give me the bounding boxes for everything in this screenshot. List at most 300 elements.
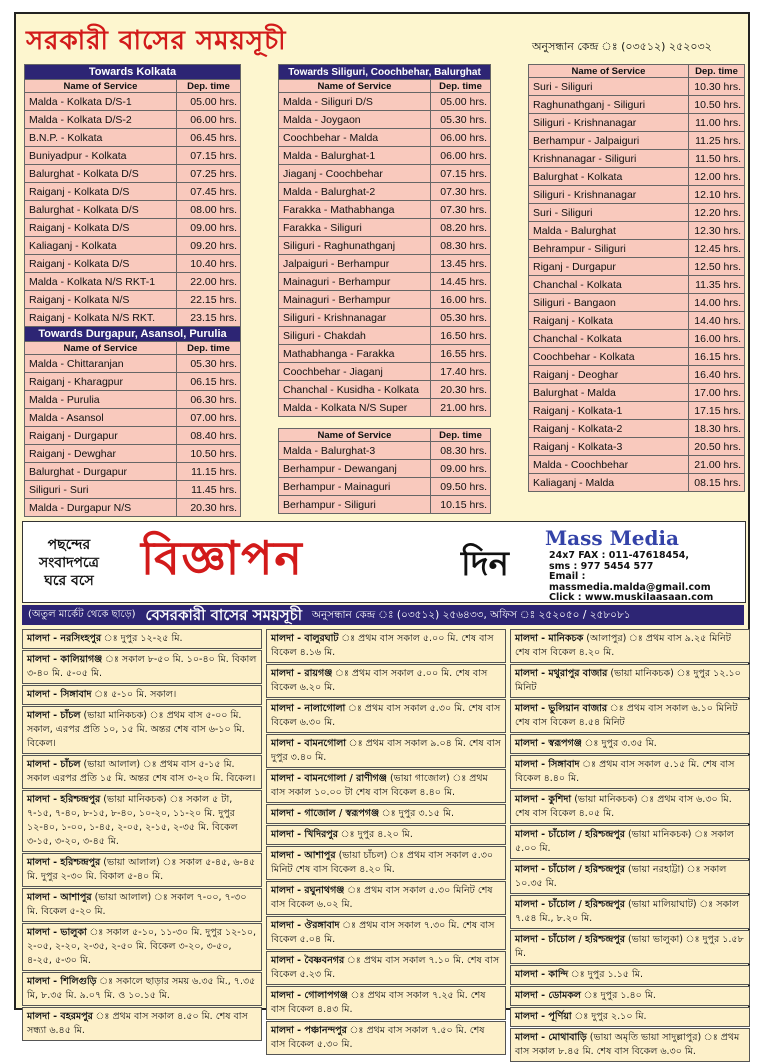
- service-name: Balurghat - Kolkata: [529, 168, 689, 186]
- departure-time: 21.00 hrs.: [431, 399, 491, 417]
- table-row: [529, 258, 745, 276]
- route-name: মালদা - হরিশ্চন্দ্রপুর: [27, 857, 101, 868]
- service-name: Behrampur - Siliguri: [529, 240, 689, 258]
- service-name: B.N.P. - Kolkata: [25, 129, 177, 147]
- departure-time: 16.00 hrs.: [689, 330, 745, 348]
- service-name: Mainaguri - Berhampur: [279, 291, 431, 309]
- service-name: Malda - Balurghat-3: [279, 442, 431, 460]
- table-row: [529, 150, 745, 168]
- route-entry: [266, 825, 506, 845]
- departure-time: 08.15 hrs.: [689, 474, 745, 492]
- route-name: মালদা - চাঁচল: [27, 759, 81, 770]
- route-name: মালদা - চাঁচোল / হরিশ্চন্দ্রপুর: [515, 864, 625, 875]
- departure-time: 11.35 hrs.: [689, 276, 745, 294]
- route-entry: [510, 1028, 750, 1062]
- table-row: [529, 438, 745, 456]
- route-name: মালদা - চাঁচোল / হরিশ্চন্দ্রপুর: [515, 829, 625, 840]
- column-header-time: Dep. time: [431, 429, 491, 442]
- service-name: Raiganj - Kolkata N/S: [25, 291, 177, 309]
- departure-time: 12.10 hrs.: [689, 186, 745, 204]
- route-schedule: (ভায়া আলাল) ঃ প্রথম বাস ৫-১৫ মি. সকাল এরপর প্রতি ১৫ মি. অন্তর শেষ বাস ৩-২০ মি. বিকেল।: [27, 759, 256, 784]
- service-name: Mathabhanga - Farakka: [279, 345, 431, 363]
- route-schedule: ঃ দুপুর ১.১৫ মি.: [584, 969, 644, 980]
- departure-time: 10.50 hrs.: [689, 96, 745, 114]
- service-name: Malda - Kolkata D/S-2: [25, 111, 177, 129]
- table-towards-durgapur: [24, 326, 241, 517]
- route-entry: [510, 986, 750, 1006]
- departure-time: 17.00 hrs.: [689, 384, 745, 402]
- table-row: [529, 204, 745, 222]
- service-name: Raiganj - Kolkata N/S RKT.: [25, 309, 177, 327]
- table-row: [25, 255, 241, 273]
- route-schedule: (ভায়া মানিকচক) ঃ প্রথম বাস ৫-০০ মি. সকাল, এরপর প্রতি ১০, ১৫ মি. অন্তর শেষ বাস ৬-১০ মি. বিকেল।: [27, 710, 245, 749]
- departure-time: 06.15 hrs.: [177, 373, 241, 391]
- service-name: Malda - Balurghat: [529, 222, 689, 240]
- route-schedule: ঃ প্রথম বাস সকাল ৭.৫০ মি. শেষ বাস বিকেল ৫.৩০ মি.: [271, 1025, 485, 1050]
- route-name: মালদা - পূর্ণিয়া: [515, 1011, 572, 1022]
- departure-time: 16.55 hrs.: [431, 345, 491, 363]
- route-entry: [510, 790, 750, 824]
- departure-time: 05.30 hrs.: [431, 309, 491, 327]
- table-row: [279, 183, 491, 201]
- service-name: Malda - Purulia: [25, 391, 177, 409]
- departure-time: 07.30 hrs.: [431, 201, 491, 219]
- table-row: [25, 219, 241, 237]
- ad-tagline-line: পছন্দের: [47, 537, 91, 553]
- mass-media-logo: Mass Media: [545, 526, 679, 550]
- route-schedule: ঃ দুপুর ২.১০ মি.: [588, 1011, 647, 1022]
- route-name: মালদা - বালুরঘাট: [271, 633, 339, 644]
- table-row: [529, 456, 745, 474]
- table-row: [529, 474, 745, 492]
- departure-time: 06.30 hrs.: [177, 391, 241, 409]
- table-row: [279, 111, 491, 129]
- departure-time: 05.00 hrs.: [431, 93, 491, 111]
- ad-tagline: [39, 536, 99, 590]
- table-row: [25, 309, 241, 327]
- table-row: [529, 312, 745, 330]
- route-name: মালদা - রঘুনাথগঞ্জ: [271, 885, 345, 896]
- route-entry: [510, 629, 750, 663]
- table-row: [279, 255, 491, 273]
- route-schedule: (ভায়া গাজোল) ঃ প্রথম বাস সকাল ১০.০০ টা শেষ বাস বিকেল ৪.৪০ মি.: [271, 773, 488, 798]
- table-row: [279, 327, 491, 345]
- departure-time: 14.00 hrs.: [689, 294, 745, 312]
- service-name: Berhampur - Jalpaiguri: [529, 132, 689, 150]
- departure-time: 08.30 hrs.: [431, 442, 491, 460]
- table-row: [25, 409, 241, 427]
- private-column-1: [22, 629, 262, 1042]
- route-entry: [510, 664, 750, 698]
- table-row: [279, 363, 491, 381]
- departure-time: 20.30 hrs.: [431, 381, 491, 399]
- route-entry: [22, 685, 262, 705]
- service-name: Berhampur - Mainaguri: [279, 478, 431, 496]
- route-name: মালদা - ডোমকল: [515, 990, 582, 1001]
- departure-time: 07.30 hrs.: [431, 183, 491, 201]
- route-name: মালদা - ভুলিয়ান বাজার: [515, 703, 608, 714]
- private-column-2: [266, 629, 506, 1056]
- route-name: মালদা - চাঁচোল / হরিশ্চন্দ্রপুর: [515, 934, 625, 945]
- table-row: [529, 78, 745, 96]
- table-row: [25, 201, 241, 219]
- route-entry: [266, 986, 506, 1020]
- service-name: Farakka - Siliguri: [279, 219, 431, 237]
- column-header-service: Name of Service: [279, 80, 431, 93]
- private-note: (অতুল মার্কেট থেকে ছাড়ে): [28, 609, 136, 620]
- departure-time: 08.30 hrs.: [431, 237, 491, 255]
- route-schedule: ঃ প্রথম বাস সকাল ৫.৩০ মি. শেষ বাস বিকেল ৬.৩০ মি.: [271, 703, 501, 728]
- departure-time: 09.20 hrs.: [177, 237, 241, 255]
- service-name: Malda - Balurghat-1: [279, 147, 431, 165]
- table-row: [25, 481, 241, 499]
- service-name: Malda - Asansol: [25, 409, 177, 427]
- route-schedule: ঃ প্রথম বাস সকাল ৭.২৫ মি. শেষ বাস বিকেল ৪.৪৩ মি.: [271, 990, 486, 1015]
- route-name: মালদা - আশাপুর: [271, 850, 336, 861]
- table-row: [25, 237, 241, 255]
- service-name: Chanchal - Kolkata: [529, 330, 689, 348]
- departure-time: 08.20 hrs.: [431, 219, 491, 237]
- service-name: Siliguri - Krishnanagar: [529, 186, 689, 204]
- route-schedule: (আলাপুর) ঃ প্রথম বাস ৯.২৫ মিনিট শেষ বাস বিকেল ৪.২০ মি.: [515, 633, 731, 658]
- departure-time: 05.30 hrs.: [177, 355, 241, 373]
- departure-time: 22.15 hrs.: [177, 291, 241, 309]
- table-row: [25, 147, 241, 165]
- route-name: মালদা - হরিশ্চন্দ্রপুর: [27, 794, 101, 805]
- departure-time: 12.00 hrs.: [689, 168, 745, 186]
- table-row: [529, 222, 745, 240]
- route-name: মালদা - নরসিংহপুর: [27, 633, 102, 644]
- ad-tagline-line: সংবাদপত্রে: [39, 555, 99, 571]
- table-row: [529, 96, 745, 114]
- private-title: বেসরকারী বাসের সময়সূচী: [145, 606, 303, 624]
- route-entry: [510, 930, 750, 964]
- route-schedule: ঃ দুপুর ৩.১৫ মি.: [395, 808, 454, 819]
- departure-time: 16.50 hrs.: [431, 327, 491, 345]
- table-row: [279, 399, 491, 417]
- ad-tagline-line: ঘরে বসে: [44, 573, 94, 589]
- departure-time: 07.15 hrs.: [431, 165, 491, 183]
- route-entry: [266, 734, 506, 768]
- route-name: মালদা - গাজোল / স্বরূপগঞ্জ: [271, 808, 380, 819]
- departure-time: 17.15 hrs.: [689, 402, 745, 420]
- departure-time: 11.00 hrs.: [689, 114, 745, 132]
- route-schedule: ঃ দুপুর ১২-২৫ মি.: [117, 633, 183, 644]
- service-name: Suri - Siliguri: [529, 204, 689, 222]
- table-row: [279, 381, 491, 399]
- service-name: Coochbehar - Malda: [279, 129, 431, 147]
- route-schedule: ঃ প্রথম বাস সকাল ৪.৫০ মি. শেষ বাস সন্ধ্যা ৬.৪৫ মি.: [27, 1011, 248, 1036]
- route-entry: [266, 951, 506, 985]
- service-name: Raiganj - Kolkata D/S: [25, 183, 177, 201]
- table-row: [529, 168, 745, 186]
- route-schedule: (ভায়া মানিকচক) ঃ দুপুর ১২.১০ মিনিট: [515, 668, 741, 693]
- route-name: মালদা - চাঁচল: [27, 710, 81, 721]
- service-name: Coochbehar - Jiaganj: [279, 363, 431, 381]
- table-row: [25, 129, 241, 147]
- service-name: Krishnanagar - Siliguri: [529, 150, 689, 168]
- route-schedule: (ভায়া মালিয়াঘাট) ঃ সকাল ৭.৫৪ মি., ৮.২০ মি.: [515, 899, 739, 924]
- route-schedule: ঃ প্রথম বাস সকাল ৫.০০ মি. শেষ বাস বিকেল ৬.২০ মি.: [271, 668, 488, 693]
- service-name: Malda - Chittaranjan: [25, 355, 177, 373]
- route-schedule: ঃ প্রথম বাস সকাল ৫.০০ মি. শেষ বাস বিকেল ৪.১৬ মি.: [271, 633, 494, 658]
- departure-time: 08.00 hrs.: [177, 201, 241, 219]
- service-name: Raiganj - Kharagpur: [25, 373, 177, 391]
- ad-fax: 24x7 FAX : 011-47618454,: [549, 550, 690, 561]
- route-schedule: (ভায়া আলাল) ঃ সকাল ৫-৪৫, ৬-৪৫ মি. দুপুর ২-৩০ মি. বিকাল ৫-৪০ মি.: [27, 857, 256, 882]
- service-name: Kaliaganj - Kolkata: [25, 237, 177, 255]
- service-name: Malda - Kolkata N/S Super: [279, 399, 431, 417]
- route-name: মালদা - কুশিদা: [515, 794, 572, 805]
- route-entry: [22, 853, 262, 887]
- service-name: Kaliaganj - Malda: [529, 474, 689, 492]
- table-row: [279, 237, 491, 255]
- table-row: [279, 309, 491, 327]
- route-entry: [510, 860, 750, 894]
- departure-time: 09.50 hrs.: [431, 478, 491, 496]
- service-name: Malda - Kolkata N/S RKT-1: [25, 273, 177, 291]
- service-name: Siliguri - Chakdah: [279, 327, 431, 345]
- departure-time: 14.45 hrs.: [431, 273, 491, 291]
- route-entry: [266, 1021, 506, 1055]
- service-name: Raiganj - Kolkata-1: [529, 402, 689, 420]
- route-name: মালদা - গোলাপগঞ্জ: [271, 990, 348, 1001]
- table-row: [25, 373, 241, 391]
- route-schedule: ঃ প্রথম বাস সকাল ৬.১০ মিনিট শেষ বাস বিকেল ৪.৫৪ মিনিট: [515, 703, 738, 728]
- table-row: [25, 291, 241, 309]
- route-schedule: ঃ প্রথম বাস সকাল ৯.০৪ মি. শেষ বাস দুপুর ৩.৪০ মি.: [271, 738, 501, 763]
- column-header-service: Name of Service: [529, 65, 689, 78]
- column-header-service: Name of Service: [25, 80, 177, 93]
- ad-contact: [549, 551, 745, 604]
- departure-time: 20.30 hrs.: [177, 499, 241, 517]
- service-name: Chanchal - Kusidha - Kolkata: [279, 381, 431, 399]
- route-entry: [510, 965, 750, 985]
- service-name: Malda - Joygaon: [279, 111, 431, 129]
- private-column-3: [510, 629, 750, 1063]
- route-name: মালদা - চাঁচোল / হরিশ্চন্দ্রপুর: [515, 899, 625, 910]
- service-name: Raghunathganj - Siliguri: [529, 96, 689, 114]
- route-entry: [510, 699, 750, 733]
- table-row: [279, 165, 491, 183]
- route-name: মালদা - শিলিগুড়ি: [27, 976, 97, 987]
- route-entry: [22, 1007, 262, 1041]
- service-name: Raiganj - Deoghar: [529, 366, 689, 384]
- service-name: Raiganj - Kolkata: [529, 312, 689, 330]
- route-entry: [266, 629, 506, 663]
- route-entry: [266, 916, 506, 950]
- service-name: Balurghat - Malda: [529, 384, 689, 402]
- departure-time: 11.15 hrs.: [177, 463, 241, 481]
- column-header-time: Dep. time: [177, 342, 241, 355]
- column-header-time: Dep. time: [177, 80, 241, 93]
- service-name: Siliguri - Krishnanagar: [279, 309, 431, 327]
- table-siliguri-extra: [278, 428, 491, 514]
- route-schedule: ঃ সকাল ৮-৫০ মি. ১০-৪০ মি. বিকাল ৩-৪০ মি. ৫-০৫ মি.: [27, 654, 257, 679]
- departure-time: 20.50 hrs.: [689, 438, 745, 456]
- table-row: [279, 496, 491, 514]
- column-header-time: Dep. time: [431, 80, 491, 93]
- table-row: [529, 114, 745, 132]
- service-name: Siliguri - Krishnanagar: [529, 114, 689, 132]
- departure-time: 07.15 hrs.: [177, 147, 241, 165]
- route-schedule: ঃ প্রথম বাস সকাল ৫.১৫ মি. শেষ বাস বিকেল ৪.৪০ মি.: [515, 759, 735, 784]
- service-name: Suri - Siliguri: [529, 78, 689, 96]
- route-entry: [22, 755, 262, 789]
- departure-time: 10.50 hrs.: [177, 445, 241, 463]
- route-name: মালদা - বৈষ্ণবনগর: [271, 955, 345, 966]
- route-entry: [510, 755, 750, 789]
- service-name: Malda - Balurghat-2: [279, 183, 431, 201]
- departure-time: 16.15 hrs.: [689, 348, 745, 366]
- column-header-service: Name of Service: [279, 429, 431, 442]
- route-schedule: ঃ প্রথম বাস সকাল ৭.১০ মি. শেষ বাস বিকেল ৫.২৩ মি.: [271, 955, 500, 980]
- departure-time: 10.15 hrs.: [431, 496, 491, 514]
- table-row: [25, 355, 241, 373]
- enquiry-number: অনুসন্ধান কেন্দ্র ঃ (০৩৫১২) ২৫২০৩২: [532, 40, 712, 53]
- table-row: [25, 445, 241, 463]
- table-row: [529, 402, 745, 420]
- table-row: [279, 478, 491, 496]
- service-name: Raiganj - Durgapur: [25, 427, 177, 445]
- route-schedule: ঃ দুপুর ১.৪০ মি.: [597, 990, 656, 1001]
- service-name: Balurghat - Durgapur: [25, 463, 177, 481]
- table-row: [279, 345, 491, 363]
- ad-website: Click : www.muskiIaasaan.com: [549, 592, 714, 603]
- route-schedule: (ভায়া ভালুকা) ঃ দুপুর ১.৫৮ মি.: [515, 934, 744, 959]
- service-name: Jiaganj - Coochbehar: [279, 165, 431, 183]
- table-towards-kolkata: [24, 64, 241, 327]
- departure-time: 06.00 hrs.: [431, 129, 491, 147]
- route-name: মালদা - ঔরঙ্গাবাদ: [271, 920, 340, 931]
- table-row: [25, 165, 241, 183]
- table-row: [529, 384, 745, 402]
- ad-email: Email : massmedia.malda@gmail.com: [549, 571, 711, 593]
- service-name: Raiganj - Kolkata D/S: [25, 219, 177, 237]
- route-schedule: (ভায়া আলাল) ঃ সকাল ৭-০০, ৭-৩০ মি. বিকেল ৫-২০ মি.: [27, 892, 247, 917]
- table-towards-siliguri: [278, 64, 491, 417]
- route-name: মালদা - পঞ্চানন্দপুর: [271, 1025, 347, 1036]
- service-name: Malda - Siliguri D/S: [279, 93, 431, 111]
- departure-time: 12.20 hrs.: [689, 204, 745, 222]
- private-enquiry: অনুসন্ধান কেন্দ্র ঃ (০৩৫১২) ২৫৬৪৩৩, অফিস ঃ ২৫২০৫০ / ২৫৮০৮১: [311, 609, 631, 621]
- route-entry: [22, 923, 262, 971]
- departure-time: 17.40 hrs.: [431, 363, 491, 381]
- departure-time: 12.45 hrs.: [689, 240, 745, 258]
- route-entry: [22, 888, 262, 922]
- service-name: Malda - Kolkata D/S-1: [25, 93, 177, 111]
- table-row: [25, 183, 241, 201]
- table-row: [279, 291, 491, 309]
- route-name: মালদা - স্বরূপগঞ্জ: [515, 738, 582, 749]
- service-name: Mainaguri - Berhampur: [279, 273, 431, 291]
- departure-time: 06.00 hrs.: [431, 147, 491, 165]
- route-schedule: ঃ প্রথম বাস সকাল ৫.৩০ মিনিট শেষ বাস বিকেল ৬.০২ মি.: [271, 885, 493, 910]
- departure-time: 07.00 hrs.: [177, 409, 241, 427]
- departure-time: 13.45 hrs.: [431, 255, 491, 273]
- service-name: Raiganj - Dewghar: [25, 445, 177, 463]
- table-row: [529, 240, 745, 258]
- route-schedule: (ভায়া নরহাট্টা) ঃ সকাল ১০.৩৫ মি.: [515, 864, 727, 889]
- timetable-page: [14, 12, 750, 1057]
- service-name: Siliguri - Bangaon: [529, 294, 689, 312]
- route-name: মালদা - রায়গঞ্জ: [271, 668, 333, 679]
- route-schedule: (ভায়া মানিকচক) ঃ প্রথম বাস ৬.৩০ মি. শেষ বাস বিকেল ৪.০৫ মি.: [515, 794, 732, 819]
- departure-time: 11.45 hrs.: [177, 481, 241, 499]
- service-name: Siliguri - Suri: [25, 481, 177, 499]
- departure-time: 12.50 hrs.: [689, 258, 745, 276]
- route-schedule: (ভায়া চাঁচল) ঃ প্রথম বাস সকাল ৫.৩০ মিনিট শেষ বাস বিকেল ৪.২০ মি.: [271, 850, 494, 875]
- route-entry: [510, 825, 750, 859]
- ad-sms: sms : 977 5454 577: [549, 560, 654, 572]
- route-name: মালদা - মোথাবাড়ি: [515, 1032, 587, 1043]
- route-entry: [266, 804, 506, 824]
- departure-time: 05.00 hrs.: [177, 93, 241, 111]
- route-name: মালদা - আশাপুর: [27, 892, 92, 903]
- departure-time: 09.00 hrs.: [431, 460, 491, 478]
- route-name: মালদা - ভালুকা: [27, 927, 87, 938]
- service-name: Balurghat - Kolkata D/S: [25, 201, 177, 219]
- departure-time: 11.50 hrs.: [689, 150, 745, 168]
- table-row: [279, 219, 491, 237]
- table-title: Towards Kolkata: [25, 65, 241, 80]
- route-entry: [22, 650, 262, 684]
- route-entry: [510, 895, 750, 929]
- route-entry: [510, 734, 750, 754]
- private-bus-header: [22, 605, 744, 625]
- route-entry: [22, 706, 262, 754]
- service-name: Berhampur - Siliguri: [279, 496, 431, 514]
- departure-time: 18.30 hrs.: [689, 420, 745, 438]
- route-schedule: (ভায়া অমৃতি ভায়া সাদুল্লাপুর) ঃ প্রথম বাস সকাল ৮.৪৫ মি. শেষ বাস বিকেল ৬.৩০ মি.: [515, 1032, 740, 1057]
- departure-time: 11.25 hrs.: [689, 132, 745, 150]
- table-title: Towards Siliguri, Coochbehar, Balurghat: [279, 65, 491, 80]
- service-name: Malda - Durgapur N/S: [25, 499, 177, 517]
- route-name: মালদা - নালাগোলা: [271, 703, 346, 714]
- route-schedule: ঃ ৫-১০ মি. সকাল।: [108, 689, 177, 700]
- route-name: মালদা - কান্দি: [515, 969, 569, 980]
- route-name: মালদা - মথুরাপুর বাজার: [515, 668, 608, 679]
- route-name: মালদা - বহরমপুর: [27, 1011, 93, 1022]
- route-entry: [266, 881, 506, 915]
- column-header-service: Name of Service: [25, 342, 177, 355]
- route-schedule: (ভায়া মানিকচক) ঃ সকাল ৫ টা, ৭-১৫, ৭-৪০, ৮-১৫, ৮-৪০, ১০-২০, ১১-২০ মি. দুপুর ১২-৪০, ১-০০, ১-৪৫, ২-০৫, ২-১৫, ২-৩৫ মি. বিকেল ৩-১৫, ৩-২০, ৩-৪৫ মি.: [27, 794, 238, 847]
- table-row: [279, 442, 491, 460]
- route-schedule: (ভায়া মানিকচক) ঃ সকাল ৫.০০ মি.: [515, 829, 734, 854]
- ad-headline: বিজ্ঞাপন: [141, 531, 304, 585]
- service-name: Siliguri - Raghunathganj: [279, 237, 431, 255]
- table-row: [25, 111, 241, 129]
- route-schedule: ঃ সকালে ছাড়ার সময় ৬.৩৫ মি., ৭.৩৫ মি, ৮.৩৫ মি. ৯.০৭ মি. ও ১০.১৫ মি.: [27, 976, 256, 1001]
- service-name: Raiganj - Kolkata-3: [529, 438, 689, 456]
- departure-time: 16.40 hrs.: [689, 366, 745, 384]
- service-name: Buniyadpur - Kolkata: [25, 147, 177, 165]
- route-schedule: ঃ দুপুর ৩.৩৫ মি.: [598, 738, 657, 749]
- table-row: [279, 460, 491, 478]
- departure-time: 16.00 hrs.: [431, 291, 491, 309]
- departure-time: 12.30 hrs.: [689, 222, 745, 240]
- table-row: [279, 129, 491, 147]
- table-title: Towards Durgapur, Asansol, Purulia: [25, 327, 241, 342]
- departure-time: 22.00 hrs.: [177, 273, 241, 291]
- route-schedule: ঃ প্রথম বাস সকাল ৭.৩০ মি. শেষ বাস বিকেল ৫.০৪ মি.: [271, 920, 495, 945]
- service-name: Raiganj - Kolkata D/S: [25, 255, 177, 273]
- route-entry: [266, 664, 506, 698]
- service-name: Jalpaiguri - Berhampur: [279, 255, 431, 273]
- route-entry: [22, 629, 262, 649]
- service-name: Berhampur - Dewanganj: [279, 460, 431, 478]
- table-row: [25, 427, 241, 445]
